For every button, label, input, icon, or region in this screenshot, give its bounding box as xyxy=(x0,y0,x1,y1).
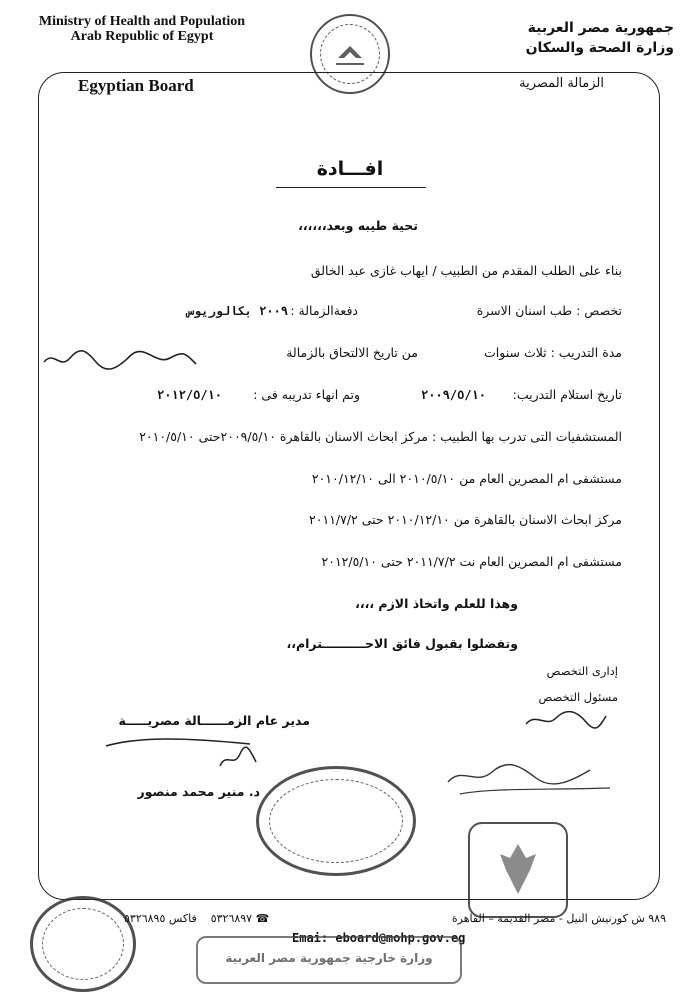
specialty-line: تخصص : طب اسنان الاسرة xyxy=(476,303,622,318)
handwritten-annotation-icon xyxy=(440,752,620,800)
since-line: من تاريخ الالتحاق بالزمالة xyxy=(286,345,418,360)
duration-line: مدة التدريب : ثلاث سنوات xyxy=(484,345,622,360)
request-line: بناء على الطلب المقدم من الطبيب / ايهاب غازى عبد الخالق xyxy=(310,263,622,278)
bottom-left-seal-icon xyxy=(30,896,136,992)
footer-address: ٩٨٩ ش كورنيش النيل - مصر القديمة – القاهرة xyxy=(451,912,666,925)
start-label: تاريخ استلام التدريب: xyxy=(512,387,622,402)
end-label: وتم انهاء تدريبه فى : xyxy=(253,387,360,402)
board-name-en: Egyptian Board xyxy=(78,76,194,95)
header-arabic xyxy=(514,18,674,58)
hospital-2-line: مستشفى ام المصرين العام من ٢٠١٠/٥/١٠ الى ٢٠١٠/١٢/١٠ xyxy=(311,471,622,486)
officer-signature-icon xyxy=(520,704,610,734)
footer-email: Emai: eboard@mohp.gov.eg xyxy=(292,931,466,945)
director-name: د. منير محمد منصور xyxy=(137,784,260,799)
note-line: وهذا للعلم واتخاذ الازم ،،،، xyxy=(355,596,518,611)
bottom-stamp: وزارة خارجية جمهورية مصر العربية xyxy=(196,936,462,984)
batch-label: دفعةالزمالة : xyxy=(290,303,358,318)
specialty-admin-label: إدارى التخصص xyxy=(546,664,618,678)
footer-fax: فاكس ٥٣٢٦٨٩٥ xyxy=(124,912,197,925)
eagle-stamp-icon xyxy=(468,822,568,918)
footer-phone: ☎ ٥٣٢٦٨٩٧ xyxy=(210,912,270,925)
closing-line: وتفضلوا بقبول فائق الاحــــــــــترام،، xyxy=(286,636,518,651)
header-english xyxy=(22,14,262,44)
director-title: مدير عام الزمــــــالة مصريـــــة xyxy=(118,713,310,728)
batch-value: ٢٠٠٩ بكالوريوس xyxy=(186,304,288,318)
round-stamp-icon xyxy=(256,766,416,876)
greeting: تحية طيبه وبعد،،،،،، xyxy=(298,218,418,233)
footer-contacts xyxy=(124,912,269,925)
hospital-3-line: مركز ابحاث الاسنان بالقاهرة من ٢٠١٠/١٢/١٠ حتى ٢٠١١/٧/٢ xyxy=(309,512,622,527)
ministry-name-ar: وزارة الصحة والسكان xyxy=(525,40,674,56)
handwriting-note-icon xyxy=(40,344,200,374)
start-value: ٢٠٠٩/٥/١٠ xyxy=(420,388,486,402)
hospital-4-line: مستشفى ام المصرين العام نت ٢٠١١/٧/٢ حتى ٢٠١٢/٥/١٠ xyxy=(321,554,622,569)
document-title: افـــادة xyxy=(316,158,384,180)
hospitals-line: المستشفيات التى تدرب بها الطبيب : مركز ابحاث الاسنان بالقاهرة ٢٠٠٩/٥/١٠حتى ٢٠١٠/٥/١٠ xyxy=(139,429,622,444)
title-underline xyxy=(276,187,426,188)
director-signature-icon xyxy=(100,732,270,772)
end-value: ٢٠١٢/٥/١٠ xyxy=(156,388,222,402)
specialty-officer-label: مسئول التخصص xyxy=(538,690,618,704)
board-name-ar: الزمالة المصرية xyxy=(519,76,604,91)
republic-name-en: Arab Republic of Egypt xyxy=(70,29,214,44)
republic-name-ar: جمهورية مصر العربية xyxy=(527,20,674,36)
ministry-name-en: Ministry of Health and Population xyxy=(38,14,246,29)
